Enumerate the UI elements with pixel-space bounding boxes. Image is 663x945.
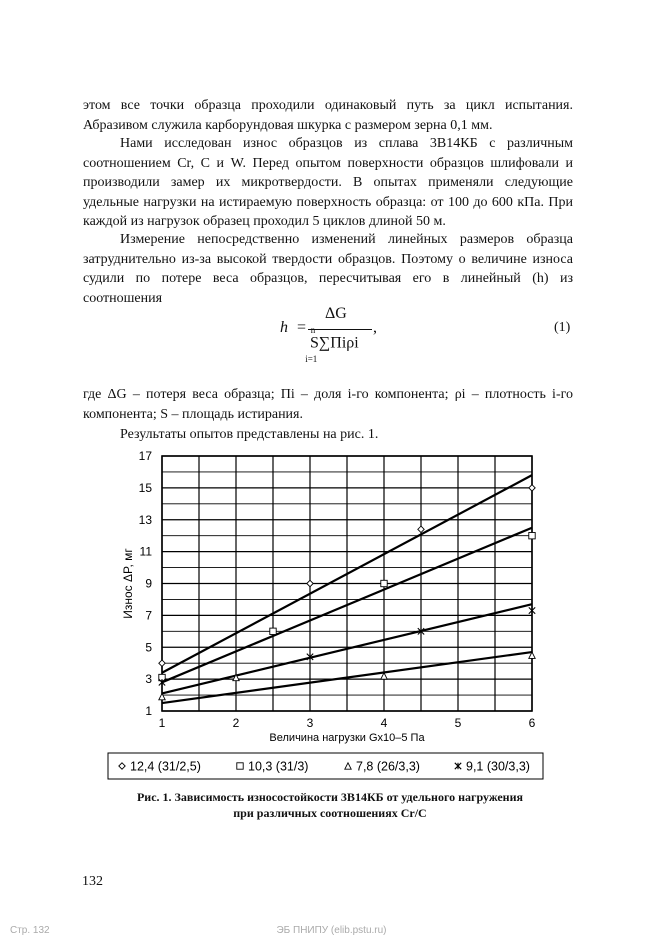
y-tick-label: 7: [145, 608, 152, 623]
legend-entry: 9,1 (30/3,3): [466, 759, 530, 774]
data-point-diamond: [418, 526, 424, 532]
y-tick-label: 15: [138, 480, 152, 495]
data-point-square: [381, 580, 387, 586]
data-point-square: [529, 532, 535, 538]
grid: [162, 456, 532, 711]
y-tick-label: 9: [145, 576, 152, 591]
legend: [108, 753, 543, 779]
data-point-diamond: [307, 580, 313, 586]
page-number: 132: [82, 874, 103, 889]
paragraph-4: где ΔG – потеря веса образца; Пi – доля i-го компонента; ρi – плотность i-го компонента; S – площадь истирания.: [83, 387, 573, 422]
legend-entry: 12,4 (31/2,5): [130, 759, 201, 774]
paragraph-3: Измерение непосредственно изменений линейных размеров образца затруднительно из-за высокой твердости образцов. Поэтому о величине износа судили по потере веса образцов, пересчитывая его в линейный (h) из соотношения: [83, 232, 573, 306]
figure-1: [100, 445, 560, 785]
data-point-triangle: [159, 693, 165, 699]
formula-equals: =: [297, 319, 307, 336]
data-point-star: [529, 607, 535, 613]
data-point-square: [270, 628, 276, 634]
y-tick-label: 3: [145, 672, 152, 687]
equation-number: (1): [554, 320, 571, 335]
legend-entry: 7,8 (26/3,3): [356, 759, 420, 774]
caption-line-2: при различных соотношениях Cr/C: [233, 806, 427, 820]
fraction-bar: [308, 329, 372, 330]
y-tick-label: 5: [145, 640, 152, 655]
formula-numerator: ΔG: [325, 305, 347, 322]
footer-source: ЭБ ПНИПУ (elib.pstu.ru): [276, 925, 387, 936]
footer-page-label: Стр. 132: [10, 925, 50, 936]
figure-caption: [100, 789, 560, 821]
legend-entry: 10,3 (31/3): [248, 759, 309, 774]
x-tick-label: 4: [380, 716, 388, 730]
y-tick-label: 11: [139, 544, 152, 559]
caption-line-1: Рис. 1. Зависимость износостойкости 3В14КБ от удельного нагружения: [136, 790, 524, 804]
x-tick-label: 2: [232, 716, 240, 730]
y-axis-label: Износ ΔP, мг: [121, 548, 135, 619]
x-tick-label: 3: [306, 716, 314, 730]
y-tick-label: 17: [138, 449, 152, 463]
legend-marker-square: [237, 763, 243, 769]
tick-labels: [139, 449, 536, 730]
x-tick-label: 5: [454, 716, 462, 730]
paragraph-2: Нами исследован износ образцов из сплава 3В14КБ с различным соотношением Cr, C и W. Перед опытом поверхности образцов шлифовали и производили замер их микротвердости. В опытах применяли следующие удельные нагрузки на истираемую поверхность образца: от 100 до 600 кПа. При каждой из нагрузок образец проходил 5 циклов длиной 50 м.: [83, 136, 573, 229]
data-point-diamond: [159, 660, 165, 666]
formula-denominator-text: S∑Πiρi: [310, 334, 359, 352]
sum-upper-limit: n: [310, 325, 316, 335]
y-tick-label: 1: [145, 704, 152, 718]
x-axis-label: Величина нагрузки Gx10–5 Па: [269, 732, 425, 744]
x-tick-label: 1: [158, 716, 166, 730]
formula-lhs: h: [280, 319, 288, 336]
formula-comma: ,: [373, 319, 377, 336]
sum-lower-limit: i=1: [305, 353, 318, 364]
wear-chart: [100, 445, 560, 785]
paragraph-1: этом все точки образца проходили одинаковый путь за цикл испытания. Абразивом служила карборундовая шкурка с размером зерна 0,1 мм.: [83, 98, 573, 133]
y-tick-label: 13: [138, 512, 152, 527]
paragraph-5: Результаты опытов представлены на рис. 1.: [120, 427, 379, 442]
x-tick-label: 6: [528, 716, 536, 730]
data-point-diamond: [529, 485, 535, 491]
